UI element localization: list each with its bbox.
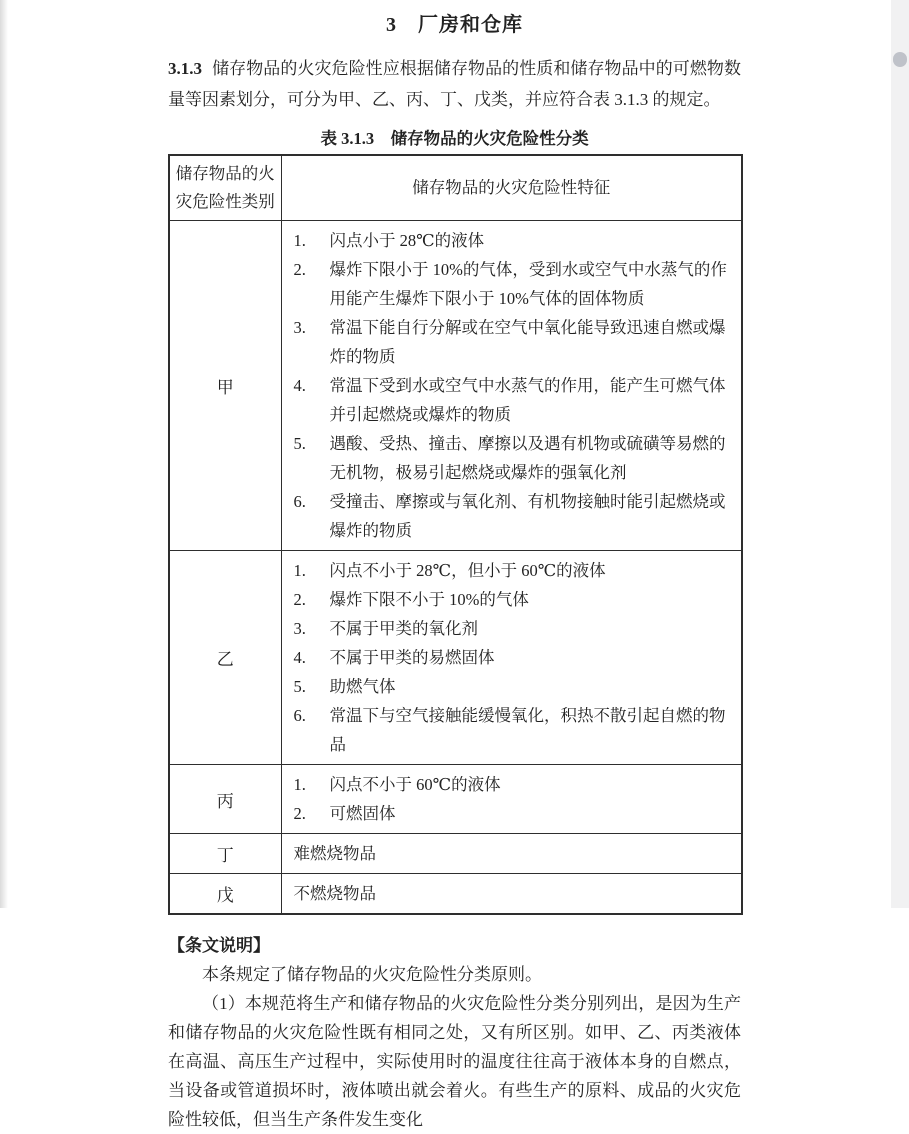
feature-item (294, 556, 732, 585)
category-cell: 丁 (169, 834, 281, 874)
feature-item-text: 助燃气体 (329, 677, 396, 696)
header-category-line1: 储存物品的火 (175, 164, 275, 183)
feature-item-number: 5. (293, 677, 306, 696)
header-category-column (169, 155, 281, 221)
feature-item (294, 643, 732, 672)
feature-item (294, 429, 732, 487)
feature-item (294, 614, 732, 643)
feature-item (294, 672, 732, 701)
table-row (169, 551, 742, 765)
feature-item (294, 770, 732, 799)
feature-item-number: 3. (293, 318, 306, 337)
feature-item (294, 701, 732, 759)
feature-item-text: 不燃烧物品 (293, 884, 376, 903)
feature-item-text: 闪点小于 28℃的液体 (329, 231, 485, 250)
feature-item-text: 不属于甲类的易燃固体 (329, 648, 495, 667)
document-page (168, 0, 741, 1134)
feature-item-number: 2. (293, 260, 306, 279)
scrollbar-track[interactable] (891, 0, 909, 908)
feature-item-text: 遇酸、受热、撞击、摩擦以及遇有机物或硫磺等易燃的无机物，极易引起燃烧或爆炸的强氧化剂 (329, 434, 726, 482)
feature-item-number: 1. (293, 775, 306, 794)
clause-text: 储存物品的火灾危险性应根据储存物品的性质和储存物品中的可燃物数量等因素划分，可分为甲、乙、丙、丁、戊类，并应符合表 3.1.3 的规定。 (168, 59, 741, 109)
category-cell: 乙 (169, 551, 281, 765)
feature-item-number: 1. (293, 231, 306, 250)
feature-item-number: 4. (293, 648, 306, 667)
feature-item-number: 2. (293, 804, 306, 823)
category-cell: 丙 (169, 765, 281, 834)
feature-item (294, 879, 732, 908)
clause-number: 3.1.3 (168, 59, 202, 78)
page-title: 3 厂房和仓库 (386, 14, 523, 36)
features-cell (281, 834, 742, 874)
hazard-classification-table (168, 154, 743, 915)
category-cell: 甲 (169, 221, 281, 551)
features-cell (281, 551, 742, 765)
feature-item (294, 313, 732, 371)
feature-item-text: 常温下受到水或空气中水蒸气的作用，能产生可燃气体并引起燃烧或爆炸的物质 (329, 376, 726, 424)
category-cell: 戊 (169, 874, 281, 915)
feature-item (294, 371, 732, 429)
features-cell (281, 765, 742, 834)
feature-item (294, 487, 732, 545)
feature-item-text: 可燃固体 (329, 804, 396, 823)
feature-item-text: 闪点不小于 60℃的液体 (329, 775, 501, 794)
header-features-column: 储存物品的火灾危险性特征 (281, 155, 742, 221)
feature-item-number: 2. (293, 590, 306, 609)
scrollbar-thumb[interactable] (893, 52, 907, 67)
feature-item-text: 闪点不小于 28℃，但小于 60℃的液体 (329, 561, 606, 580)
feature-item (294, 799, 732, 828)
feature-item-text: 受撞击、摩擦或与氧化剂、有机物接触时能引起燃烧或爆炸的物质 (329, 492, 726, 540)
table-row (169, 834, 742, 874)
feature-item-number: 1. (293, 561, 306, 580)
feature-item-text: 不属于甲类的氧化剂 (329, 619, 478, 638)
feature-item (294, 839, 732, 868)
table-row (169, 765, 742, 834)
table-header-row (169, 155, 742, 221)
feature-item-number: 3. (293, 619, 306, 638)
feature-item-number: 5. (293, 434, 306, 453)
feature-item-text: 常温下能自行分解或在空气中氧化能导致迅速自燃或爆炸的物质 (329, 318, 726, 366)
feature-item-number: 6. (293, 492, 306, 511)
feature-item (294, 585, 732, 614)
feature-item-number: 6. (293, 706, 306, 725)
table-caption: 表 3.1.3 储存物品的火灾危险性分类 (320, 129, 589, 148)
features-cell (281, 221, 742, 551)
feature-item-text: 常温下与空气接触能缓慢氧化，积热不散引起自燃的物品 (329, 706, 726, 754)
table-row (169, 221, 742, 551)
feature-item-text: 爆炸下限不小于 10%的气体 (329, 590, 529, 609)
header-category-line2: 灾危险性类别 (175, 192, 275, 211)
feature-item-text: 难燃烧物品 (293, 844, 376, 863)
commentary-heading: 【条文说明】 (168, 936, 270, 955)
page-edge-shadow (0, 0, 8, 908)
feature-item-number: 4. (293, 376, 306, 395)
feature-item (294, 255, 732, 313)
feature-item (294, 226, 732, 255)
commentary-paragraph: （1）本规范将生产和储存物品的火灾危险性分类分别列出，是因为生产和储存物品的火灾危险性既有相同之处，又有所区别。如甲、乙、丙类液体在高温、高压生产过程中，实际使用时的温度往往高于液体本身的自燃点，当设备或管道损坏时，液体喷出就会着火。有些生产的原料、成品的火灾危险性较低，但当生产条件发生变化 (168, 994, 741, 1129)
commentary-paragraph: 本条规定了储存物品的火灾危险性分类原则。 (202, 965, 542, 984)
feature-item-text: 爆炸下限小于 10%的气体，受到水或空气中水蒸气的作用能产生爆炸下限小于 10%气体的固体物质 (329, 260, 727, 308)
commentary-body (168, 960, 741, 1134)
clause-3-1-3 (168, 53, 741, 115)
